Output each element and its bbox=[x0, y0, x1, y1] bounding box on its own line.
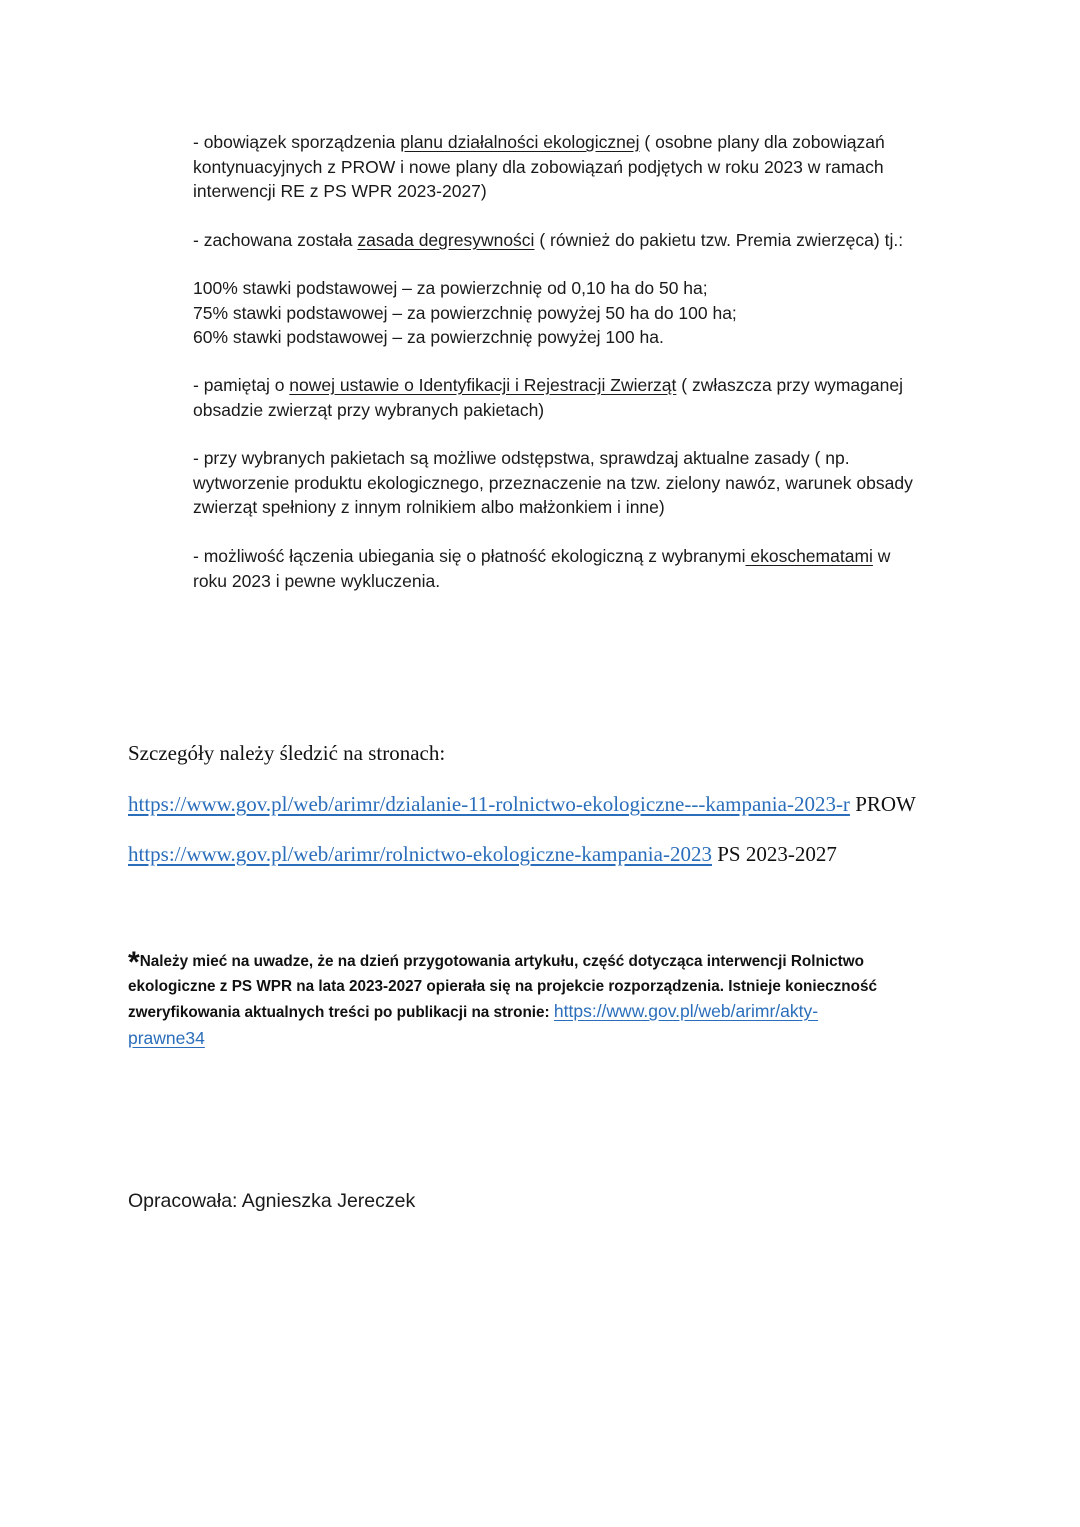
link-line-ps bbox=[128, 842, 837, 867]
rate-item: 75% stawki podstawowej – za powierzchnię powyżej 50 ha do 100 ha; bbox=[193, 302, 737, 323]
link-line-prow bbox=[128, 792, 916, 817]
link-prow[interactable]: https://www.gov.pl/web/arimr/dzialanie-11-rolnictwo-ekologiczne---kampania-2023-r bbox=[128, 792, 850, 816]
text: - zachowana została bbox=[193, 230, 358, 250]
text-line: obsadzie zwierząt przy wybranych pakietach) bbox=[193, 399, 545, 420]
rate-item: 100% stawki podstawowej – za powierzchnię od 0,10 ha do 50 ha; bbox=[193, 278, 708, 298]
link-suffix: PROW bbox=[849, 792, 916, 816]
text: ( osobne plany dla zobowiązań bbox=[639, 132, 885, 152]
underlined-term: ekoschematami bbox=[745, 546, 873, 566]
text: Należy mieć na uwadze, że na dzień przygotowania artykułu, część dotycząca interwencji Rolnictwo bbox=[139, 953, 864, 970]
text-line: zwierząt spełniony z innym rolnikiem albo małżonkiem i inne) bbox=[193, 497, 665, 517]
text: - pamiętaj o bbox=[193, 375, 290, 395]
legal-acts-link[interactable]: https://www.gov.pl/web/arimr/akty- bbox=[553, 1001, 819, 1021]
details-heading: Szczegóły należy śledzić na stronach: bbox=[128, 741, 446, 765]
text: zweryfikowania aktualnych treści po publikacji na stronie: bbox=[128, 1004, 554, 1021]
text-line: - przy wybranych pakietach są możliwe odstępstwa, sprawdzaj aktualne zasady ( np. bbox=[193, 448, 850, 468]
text-line: kontynuacyjnych z PROW i nowe plany dla zobowiązań podjętych w roku 2023 w ramach bbox=[193, 156, 884, 177]
text: w bbox=[872, 546, 891, 566]
text: ( również do pakietu tzw. Premia zwierzęca) tj.: bbox=[534, 230, 904, 250]
underlined-term: planu działalności ekologicznej bbox=[400, 132, 640, 152]
asterisk: * bbox=[128, 946, 140, 979]
paragraph-degressivity bbox=[193, 228, 973, 253]
underlined-term: zasada degresywności bbox=[357, 230, 535, 250]
text: - możliwość łączenia ubiegania się o płatność ekologiczną z wybranymi bbox=[193, 546, 746, 566]
rate-item: 60% stawki podstawowej – za powierzchnię powyżej 100 ha. bbox=[193, 327, 664, 347]
paragraph-activity-plan bbox=[193, 130, 973, 204]
link-ps[interactable]: https://www.gov.pl/web/arimr/rolnictwo-ekologiczne-kampania-2023 bbox=[128, 842, 712, 866]
text-line: roku 2023 i pewne wykluczenia. bbox=[193, 570, 441, 591]
rates-list bbox=[193, 276, 973, 350]
author-credit: Opracowała: Agnieszka Jereczek bbox=[128, 1190, 416, 1212]
text-line: interwencji RE z PS WPR 2023-2027) bbox=[193, 181, 487, 201]
link-suffix: PS 2023-2027 bbox=[711, 842, 837, 866]
paragraph-ecoschemes bbox=[193, 544, 973, 593]
paragraph-exceptions bbox=[193, 446, 973, 520]
legal-acts-link-continued[interactable]: prawne34 bbox=[128, 1027, 205, 1048]
text-line: wytworzenie produktu ekologicznego, przeznaczenie na tzw. zielony nawóz, warunek obsady bbox=[193, 472, 913, 493]
text: - obowiązek sporządzenia bbox=[193, 132, 401, 152]
text: ( zwłaszcza przy wymaganej bbox=[676, 375, 903, 395]
text-line: ekologiczne z PS WPR na lata 2023-2027 opierała się na projekcie rozporządzenia. Istnieje konieczność bbox=[128, 977, 877, 995]
footnote bbox=[128, 946, 918, 1052]
underlined-term: nowej ustawie o Identyfikacji i Rejestracji Zwierząt bbox=[289, 375, 677, 395]
paragraph-animal-registration bbox=[193, 373, 973, 422]
